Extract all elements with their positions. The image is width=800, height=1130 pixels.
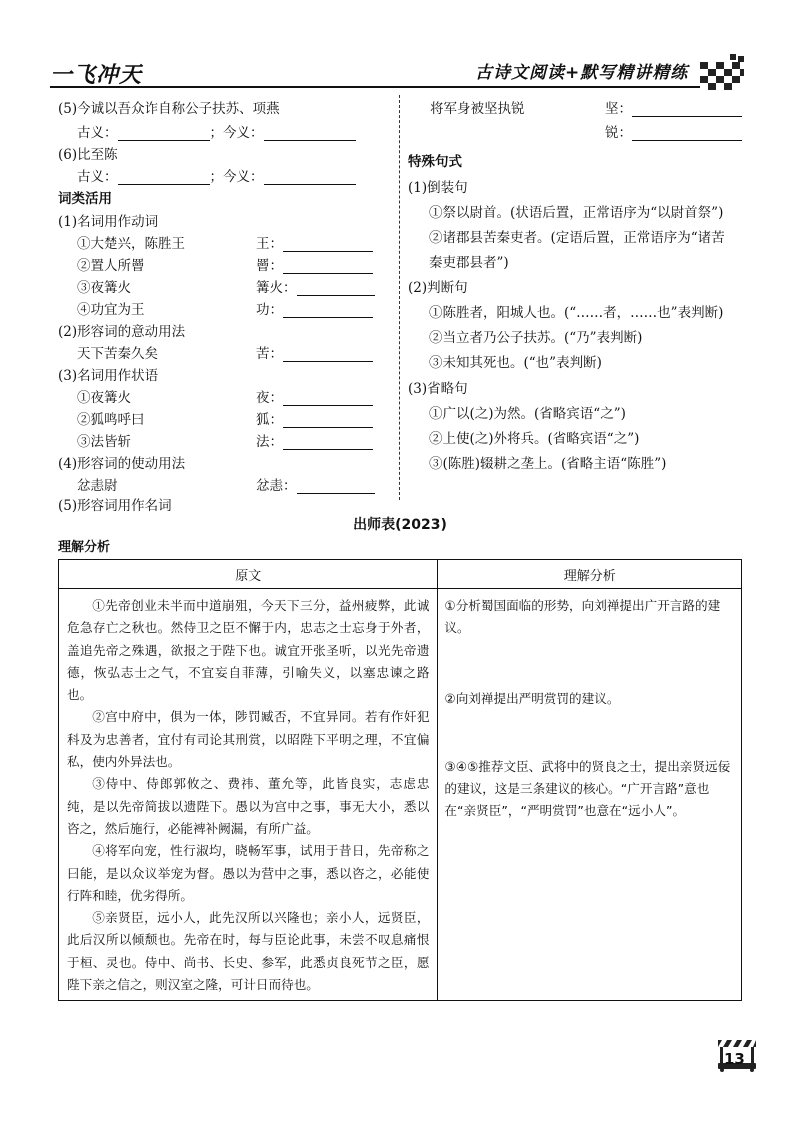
answer-blank[interactable] [283, 435, 373, 450]
checker-flag-icon [700, 52, 744, 90]
h1-item: ④功宜为王 [77, 302, 145, 318]
s2-heading: (2)判断句 [408, 280, 468, 296]
answer-blank[interactable] [283, 347, 373, 362]
jin-label: ；今义： [209, 169, 264, 185]
h3-heading: (3)名词用作状语 [58, 368, 159, 384]
s1-item: ②诸郡县苦秦吏者。(定语后置，正常语序为“诸苦 [429, 230, 725, 246]
r1-label-row: 坚： [605, 97, 742, 117]
r1-text: 将军身被坚执锐 [430, 101, 525, 117]
answer-blank[interactable] [118, 170, 210, 185]
analysis-paragraph: ②向刘禅提出严明赏罚的建议。 [444, 690, 620, 706]
column-header-analysis: 理解分析 [438, 560, 742, 589]
page-number: 13 [724, 1050, 745, 1068]
h3-item: ③法皆斩 [77, 434, 131, 450]
answer-blank[interactable] [283, 391, 373, 406]
column-divider [399, 95, 400, 500]
original-text-cell [59, 589, 438, 1001]
s3-heading: (3)省略句 [408, 381, 468, 397]
section-title: 出师表(2023) [353, 517, 447, 533]
teshu-heading: 特殊句式 [408, 154, 462, 170]
item5-text: (5)今诚以吾众诈自称公子扶苏、项燕 [58, 101, 280, 117]
answer-blank[interactable] [283, 303, 373, 318]
s1-item: ①祭以尉首。(状语后置，正常语序为“以尉首祭”) [429, 205, 724, 221]
section-subtitle: 理解分析 [58, 540, 111, 555]
h1-label-row: 功： [256, 298, 373, 318]
answer-blank[interactable] [283, 413, 373, 428]
header-rule [50, 86, 700, 88]
original-paragraph: ⑤亲贤臣，远小人，此先汉所以兴隆也；亲小人，远贤臣，此后汉所以倾颓也。先帝在时，每与臣论此事，未尝不叹息痛恨于桓、灵也。侍中、尚书、长史、参军，此悉贞良死节之臣，愿陛下亲之信之，则汉室之隆，可计日而待也。 [67, 910, 430, 993]
h3-label-row: 夜： [256, 386, 373, 406]
answer-blank[interactable] [297, 281, 375, 296]
h1-item: ③夜篝火 [77, 280, 131, 296]
analysis-cell [438, 589, 742, 1001]
answer-blank[interactable] [264, 126, 356, 141]
h1-label-row: 王： [256, 232, 373, 252]
s3-item: ③(陈胜)辍耕之垄上。(省略主语“陈胜”) [429, 456, 667, 472]
answer-blank[interactable] [264, 170, 356, 185]
item6-text: (6)比至陈 [58, 147, 118, 163]
s3-item: ②上使(之)外将兵。(省略宾语“之”) [429, 431, 640, 447]
cilei-heading: 词类活用 [58, 191, 112, 207]
original-paragraph: ②宫中府中，俱为一体，陟罚臧否，不宜异同。若有作奸犯科及为忠善者，宜付有司论其刑赏，以昭陛下平明之理，不宜偏私，使内外异法也。 [67, 709, 430, 770]
h2-label-row: 苦： [256, 342, 373, 362]
h4-label-row: 忿恚： [256, 474, 375, 494]
h4-heading: (4)形容词的使动用法 [58, 456, 186, 472]
h3-label-row: 狐： [256, 408, 373, 428]
s1-heading: (1)倒装句 [408, 180, 468, 196]
jin-label: ；今义： [209, 125, 264, 141]
h1-item: ①大楚兴，陈胜王 [77, 236, 185, 252]
book-logo: 一飞冲天 [50, 63, 143, 88]
analysis-table [58, 559, 742, 1001]
r1-label-row: 锐： [605, 121, 742, 141]
book-title: 古诗文阅读+默写精讲精练 [475, 63, 689, 83]
answer-blank[interactable] [297, 479, 375, 494]
s3-item: ①广以(之)为然。(省略宾语“之”) [429, 406, 626, 422]
s2-item: ①陈胜者，阳城人也。(“……者，……也”表判断) [429, 305, 724, 321]
answer-blank[interactable] [283, 237, 373, 252]
h1-item: ②置人所罾 [77, 258, 145, 274]
analysis-paragraph: ③④⑤推荐文臣、武将中的贤良之士，提出亲贤远佞的建议，这是三条建议的核心。“广开言路”意也在“亲贤臣”，“严明赏罚”也意在“远小人”。 [444, 758, 731, 819]
item5-answer-row [77, 121, 356, 141]
h2-heading: (2)形容词的意动用法 [58, 324, 186, 340]
s2-item: ②当立者乃公子扶苏。(“乃”表判断) [429, 330, 643, 346]
h2-item: 天下苦秦久矣 [77, 346, 158, 362]
h1-label-row: 篝火： [256, 276, 375, 296]
answer-blank[interactable] [283, 259, 373, 274]
h3-label-row: 法： [256, 430, 373, 450]
h4-item: 忿恚尉 [77, 478, 118, 494]
s1-item-cont: 秦吏郡县者”) [429, 255, 509, 271]
h5-heading: (5)形容词用作名词 [58, 498, 172, 514]
h3-item: ①夜篝火 [77, 390, 131, 406]
answer-blank[interactable] [118, 126, 210, 141]
gu-label: 古义： [77, 125, 118, 141]
h1-heading: (1)名词用作动词 [58, 214, 159, 230]
answer-blank[interactable] [632, 126, 742, 141]
h3-item: ②狐鸣呼曰 [77, 412, 145, 428]
original-paragraph: ③侍中、侍郎郭攸之、费祎、董允等，此皆良实，志虑忠纯，是以先帝简拔以遗陛下。愚以为宫中之事，事无大小，悉以咨之，然后施行，必能裨补阙漏，有所广益。 [67, 776, 430, 836]
answer-blank[interactable] [632, 102, 742, 117]
original-paragraph: ①先帝创业未半而中道崩殂，今天下三分，益州疲弊，此诚危急存亡之秋也。然侍卫之臣不懈于内，忠志之士忘身于外者，盖追先帝之殊遇，欲报之于陛下也。诚宜开张圣听，以光先帝遗德，恢弘志士之气，不宜妄自菲薄，引喻失义，以塞忠谏之路也。 [67, 598, 430, 703]
s2-item: ③未知其死也。(“也”表判断) [429, 355, 602, 371]
analysis-paragraph: ①分析蜀国面临的形势，向刘禅提出广开言路的建议。 [444, 598, 721, 636]
gu-label: 古义： [77, 169, 118, 185]
item6-answer-row [77, 165, 356, 185]
original-paragraph: ④将军向宠，性行淑均，晓畅军事，试用于昔日，先帝称之曰能，是以众议举宠为督。愚以为营中之事，悉以咨之，必能使行阵和睦，优劣得所。 [67, 843, 430, 903]
h1-label-row: 罾： [256, 254, 373, 274]
column-header-original: 原文 [59, 560, 438, 589]
